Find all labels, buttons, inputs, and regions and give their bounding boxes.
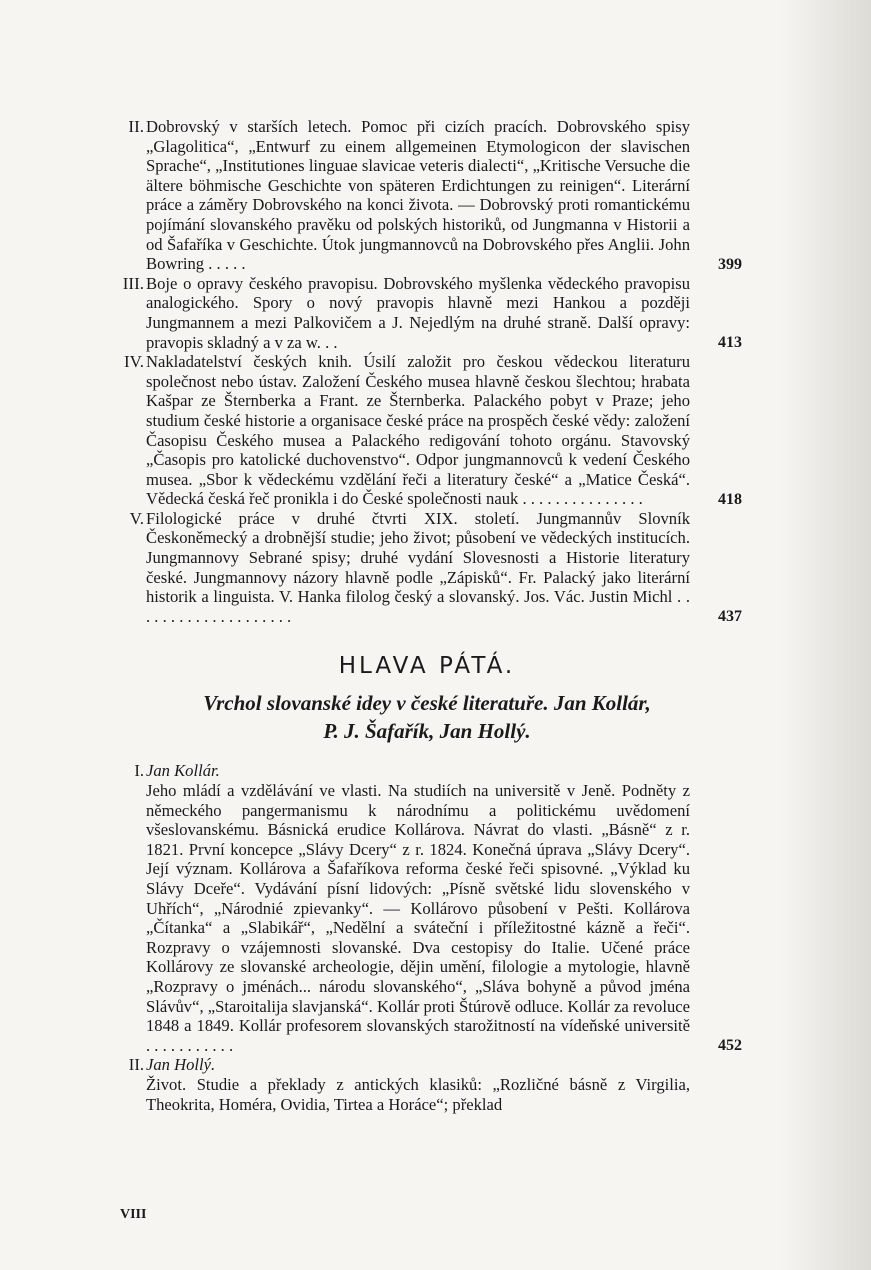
leader-dots: . .	[320, 332, 338, 352]
chapter-subtitle	[112, 689, 742, 745]
entry-number: II.	[128, 117, 144, 136]
leader-dots: . . . . . . . . . . . . . . . . . . . .	[146, 587, 690, 626]
page-number: 437	[718, 608, 742, 626]
page-number: 452	[718, 1037, 742, 1055]
table-of-contents	[112, 117, 742, 1114]
entry-text: Život. Studie a překlady z antických klasiků: „Rozličné básně z Virgilia, Theokrita, Homéra, Ovidia, Tirtea a Horáce“; překlad	[146, 1074, 690, 1114]
leader-dots: . . . . . . . . . . . . . . .	[518, 489, 643, 509]
page-number: 418	[718, 490, 742, 508]
toc-entry-iv	[112, 352, 742, 509]
chapter-subtitle-line-1: Vrchol slovanské idey v české literatuře. Jan Kollár,	[203, 691, 651, 716]
entry-text: Boje o opravy českého pravopisu. Dobrovského myšlenka vědeckého pravopisu analogického. Spory o nový pravopis hlavně mezi Hankou a později Jungmannem a mezi Palkovičem a J. Nejedlým na druhé straně. Další opravy: pravopis skladný a v za w. . .	[146, 273, 690, 352]
chapter-subtitle-line-2: P. J. Šafařík, Jan Hollý.	[323, 719, 531, 744]
entry-text: Dobrovský v starších letech. Pomoc při cizích pracích. Dobrovského spisy „Glagolitica“, „Entwurf zu einem allgemeinen Etymologicon der slavischen Sprache“, „Institutiones linguae slavicae veteris dialecti“, „Kritische Versuche die ältere böhmische Geschichte von späteren Erdichtungen zu reinigen“. Literární práce a záměry Dobrovského na konci života. — Dobrovský proti romantickému pojímání slovanského pravěku od polských historiků, od Jungmanna v Historii a od Šafaříka v Geschichte. Útok jungmannovců na Dobrovského přes Anglii. John Bowring . . . . .	[146, 117, 690, 274]
entry-number: III.	[122, 273, 144, 293]
toc-entry-iii	[112, 274, 742, 352]
entry-number: I.	[134, 761, 144, 781]
toc-entry-v	[112, 509, 742, 627]
leader-dots: . . . . . . . . . . .	[146, 1035, 234, 1055]
entry-number: IV.	[124, 352, 144, 372]
entry-number: II.	[128, 1055, 144, 1075]
entry-text: Nakladatelství českých knih. Úsilí založit pro českou vědeckou literaturu společnost nebo ústav. Založení Českého musea hlavně českou šlechtou; hrabata Kašpar ze Šternberka a Frant. ze Šternberka. Palackého pobyt v Praze; jeho studium české historie a organisace české práce na prospěch české vědy: založení Časopisu Českého musea a Palackého redigování tohoto orgánu. Stavovský „Časopis pro katolické duchovenstvo“. Odpor jungmannovců k vedení Českého musea. „Sbor k vědeckému vzdělání řeči a literatury české“ a „Matice Česká“. Vědecká česká řeč pronikla i do České společnosti nauk . . . . . . . . . . . . . . .	[146, 352, 690, 509]
entry-title: Jan Hollý.	[146, 1055, 216, 1075]
chapter-heading: HLAVA PÁTÁ.	[338, 653, 516, 680]
folio-number: VIII	[120, 1207, 147, 1222]
page-edge-shadow	[781, 0, 871, 1270]
page-number: 413	[718, 334, 742, 352]
toc-entry-kollar	[112, 761, 742, 1055]
entry-text: Filologické práce v druhé čtvrti XIX. století. Jungmannův Slovník Českoněmecký a drobnější studie; jeho život; působení ve vědeckých institucích. Jungmannovy Sebrané spisy; druhé vydání Slovesnosti a Historie literatury české. Jungmannovy názory hlavně podle „Zápisků“. Fr. Palacký jako literární historik a linguista. V. Hanka filolog český a slovanský. Jos. Vác. Justin Michl . . . . . . . . . . . . . . . . . . . .	[146, 508, 690, 626]
entry-number: V.	[129, 508, 144, 528]
leader-dots: . . . . .	[204, 254, 246, 274]
entry-text: Jeho mládí a vzdělávání ve vlasti. Na studiích na universitě v Jeně. Podněty z německého pangermanismu k národnímu a politickému uvědomení všeslovanskému. Básnická erudice Kollárova. Návrat do vlasti. „Básně“ z r. 1821. První koncepce „Slávy Dcery“ z r. 1824. Konečná úprava „Slávy Dcery“. Její význam. Kollárova a Šafaříkova reforma české řeči spisovné. „Výklad ku Slávy Dceře“. Vydávání písní lidových: „Písně světské lidu slovenského v Uhřích“, „Národnié zpievanky“. — Kollárovo působení v Pešti. Kollárova „Čítanka“ a „Slabikář“, „Nedělní a sváteční i příležitostné kázně a řeči“. Rozpravy o vzájemnosti slovanské. Dva cestopisy do Italie. Učené práce Kollárovy ze slovanské archeologie, dějin umění, filologie a mytologie, hlavně „Rozpravy o jménách... národu slovanského“, „Sláva bohyně a původ jména Slávův“, „Staroitalija slavjanská“. Kollár proti Štúrově odluce. Kollár za revoluce 1848 a 1849. Kollár profesorem slovanských starožitností na vídeňské universitě . . . . . . . . . . .	[146, 781, 690, 1055]
entry-title: Jan Kollár.	[146, 761, 220, 781]
toc-entry-ii	[112, 117, 742, 274]
toc-entry-holly	[112, 1055, 742, 1114]
page-number: 399	[718, 255, 742, 273]
